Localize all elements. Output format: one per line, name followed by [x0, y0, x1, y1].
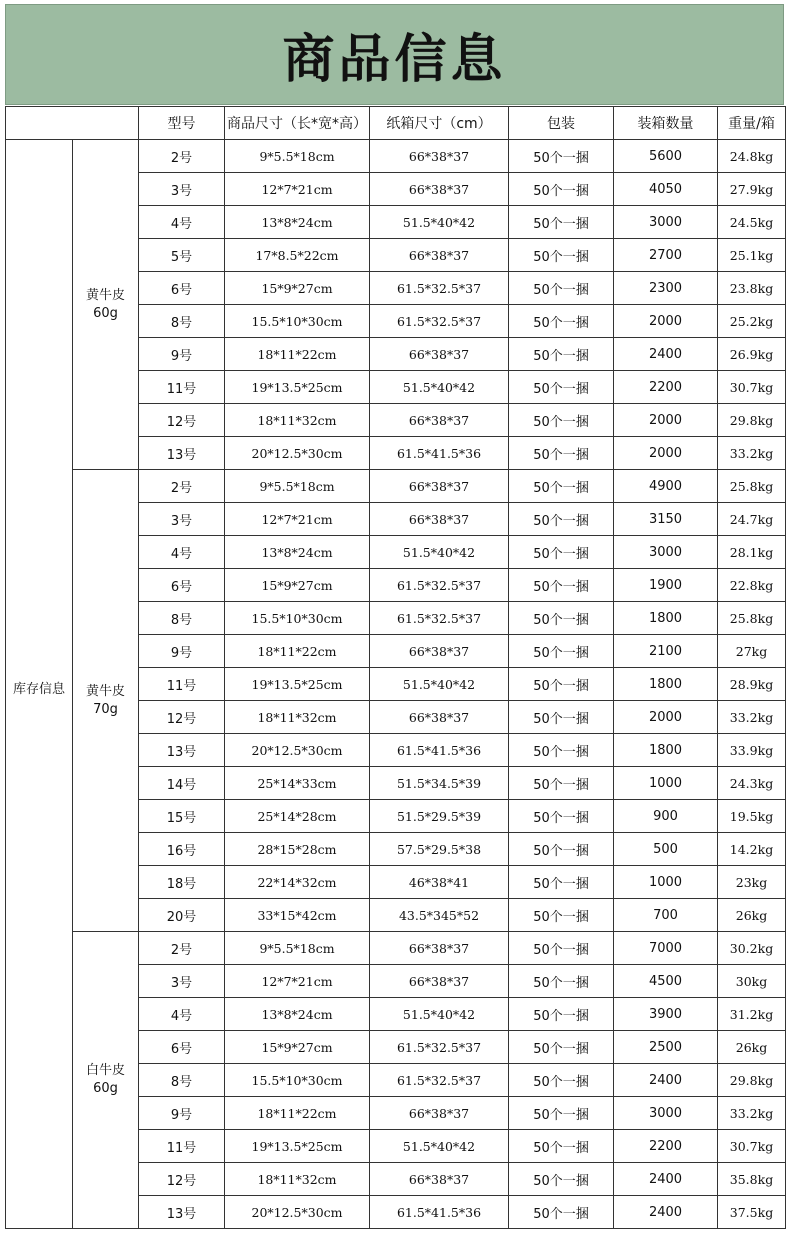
weight-cell: 25.1kg [718, 239, 786, 272]
box-quantity-cell: 1800 [614, 602, 718, 635]
box-quantity-cell: 500 [614, 833, 718, 866]
box-quantity-cell: 3000 [614, 1097, 718, 1130]
carton-size-cell: 66*38*37 [370, 965, 509, 998]
box-quantity-cell: 2400 [614, 1163, 718, 1196]
category-cell [6, 140, 73, 1229]
model-cell: 3号 [139, 173, 225, 206]
carton-size-cell: 61.5*32.5*37 [370, 1031, 509, 1064]
category-label: 库存信息 [12, 681, 65, 697]
carton-size-cell: 66*38*37 [370, 503, 509, 536]
box-quantity-cell: 2000 [614, 404, 718, 437]
carton-size-cell: 66*38*37 [370, 239, 509, 272]
header-product-size: 商品尺寸（长*宽*高） [225, 107, 370, 140]
product-size-cell: 9*5.5*18cm [225, 932, 370, 965]
product-size-cell: 20*12.5*30cm [225, 1196, 370, 1229]
weight-cell: 29.8kg [718, 404, 786, 437]
carton-size-cell: 46*38*41 [370, 866, 509, 899]
packaging-cell: 50个一捆 [509, 932, 614, 965]
box-quantity-cell: 2400 [614, 1196, 718, 1229]
box-quantity-cell: 3900 [614, 998, 718, 1031]
model-cell: 5号 [139, 239, 225, 272]
weight-cell: 26kg [718, 1031, 786, 1064]
packaging-cell: 50个一捆 [509, 404, 614, 437]
box-quantity-cell: 1000 [614, 866, 718, 899]
box-quantity-cell: 2000 [614, 437, 718, 470]
carton-size-cell: 61.5*32.5*37 [370, 1064, 509, 1097]
product-size-cell: 19*13.5*25cm [225, 1130, 370, 1163]
carton-size-cell: 51.5*40*42 [370, 668, 509, 701]
packaging-cell: 50个一捆 [509, 1130, 614, 1163]
product-size-cell: 15*9*27cm [225, 272, 370, 305]
packaging-cell: 50个一捆 [509, 437, 614, 470]
model-cell: 14号 [139, 767, 225, 800]
weight-cell: 24.3kg [718, 767, 786, 800]
weight-cell: 28.9kg [718, 668, 786, 701]
box-quantity-cell: 3150 [614, 503, 718, 536]
product-size-cell: 18*11*22cm [225, 338, 370, 371]
weight-cell: 23.8kg [718, 272, 786, 305]
carton-size-cell: 57.5*29.5*38 [370, 833, 509, 866]
packaging-cell: 50个一捆 [509, 800, 614, 833]
product-size-cell: 19*13.5*25cm [225, 668, 370, 701]
carton-size-cell: 66*38*37 [370, 338, 509, 371]
box-quantity-cell: 1800 [614, 734, 718, 767]
model-cell: 3号 [139, 503, 225, 536]
weight-cell: 30.2kg [718, 932, 786, 965]
carton-size-cell: 66*38*37 [370, 404, 509, 437]
box-quantity-cell: 1000 [614, 767, 718, 800]
product-size-cell: 22*14*32cm [225, 866, 370, 899]
title-banner [5, 4, 784, 105]
product-size-cell: 18*11*22cm [225, 1097, 370, 1130]
carton-size-cell: 66*38*37 [370, 140, 509, 173]
header-model: 型号 [139, 107, 225, 140]
model-cell: 12号 [139, 1163, 225, 1196]
model-cell: 2号 [139, 140, 225, 173]
product-size-cell: 12*7*21cm [225, 965, 370, 998]
header-packaging: 包装 [509, 107, 614, 140]
product-size-cell: 9*5.5*18cm [225, 140, 370, 173]
packaging-cell: 50个一捆 [509, 173, 614, 206]
model-cell: 18号 [139, 866, 225, 899]
weight-cell: 27.9kg [718, 173, 786, 206]
carton-size-cell: 61.5*32.5*37 [370, 305, 509, 338]
product-size-cell: 19*13.5*25cm [225, 371, 370, 404]
weight-cell: 23kg [718, 866, 786, 899]
product-size-cell: 13*8*24cm [225, 206, 370, 239]
product-table [5, 106, 786, 1229]
box-quantity-cell: 1900 [614, 569, 718, 602]
material-group-cell [73, 470, 139, 932]
product-size-cell: 18*11*32cm [225, 701, 370, 734]
packaging-cell: 50个一捆 [509, 899, 614, 932]
header-blank [6, 107, 139, 140]
model-cell: 16号 [139, 833, 225, 866]
model-cell: 4号 [139, 998, 225, 1031]
box-quantity-cell: 2400 [614, 338, 718, 371]
weight-cell: 24.8kg [718, 140, 786, 173]
packaging-cell: 50个一捆 [509, 305, 614, 338]
material-group-cell [73, 932, 139, 1229]
box-quantity-cell: 7000 [614, 932, 718, 965]
material-weight: 60g [93, 1081, 118, 1096]
weight-cell: 28.1kg [718, 536, 786, 569]
carton-size-cell: 51.5*40*42 [370, 536, 509, 569]
carton-size-cell: 66*38*37 [370, 173, 509, 206]
product-size-cell: 20*12.5*30cm [225, 437, 370, 470]
packaging-cell: 50个一捆 [509, 965, 614, 998]
packaging-cell: 50个一捆 [509, 866, 614, 899]
carton-size-cell: 51.5*40*42 [370, 206, 509, 239]
material-weight: 70g [93, 701, 118, 717]
header-carton-size: 纸箱尺寸（cm） [370, 107, 509, 140]
box-quantity-cell: 2000 [614, 305, 718, 338]
product-size-cell: 12*7*21cm [225, 173, 370, 206]
packaging-cell: 50个一捆 [509, 371, 614, 404]
model-cell: 13号 [139, 1196, 225, 1229]
header-weight-per-box: 重量/箱 [718, 107, 786, 140]
weight-cell: 22.8kg [718, 569, 786, 602]
packaging-cell: 50个一捆 [509, 635, 614, 668]
weight-cell: 26.9kg [718, 338, 786, 371]
product-size-cell: 13*8*24cm [225, 536, 370, 569]
carton-size-cell: 66*38*37 [370, 1097, 509, 1130]
model-cell: 4号 [139, 206, 225, 239]
material-weight: 60g [93, 305, 118, 321]
carton-size-cell: 51.5*40*42 [370, 371, 509, 404]
packaging-cell: 50个一捆 [509, 536, 614, 569]
weight-cell: 33.2kg [718, 1097, 786, 1130]
product-size-cell: 25*14*28cm [225, 800, 370, 833]
weight-cell: 25.8kg [718, 602, 786, 635]
box-quantity-cell: 3000 [614, 536, 718, 569]
carton-size-cell: 61.5*32.5*37 [370, 272, 509, 305]
weight-cell: 25.8kg [718, 470, 786, 503]
box-quantity-cell: 2300 [614, 272, 718, 305]
packaging-cell: 50个一捆 [509, 1031, 614, 1064]
model-cell: 15号 [139, 800, 225, 833]
product-size-cell: 18*11*22cm [225, 635, 370, 668]
product-size-cell: 15*9*27cm [225, 1031, 370, 1064]
material-group-cell [73, 140, 139, 470]
model-cell: 9号 [139, 1097, 225, 1130]
model-cell: 8号 [139, 602, 225, 635]
model-cell: 6号 [139, 1031, 225, 1064]
box-quantity-cell: 3000 [614, 206, 718, 239]
carton-size-cell: 61.5*41.5*36 [370, 1196, 509, 1229]
box-quantity-cell: 700 [614, 899, 718, 932]
box-quantity-cell: 900 [614, 800, 718, 833]
model-cell: 6号 [139, 569, 225, 602]
product-size-cell: 28*15*28cm [225, 833, 370, 866]
weight-cell: 27kg [718, 635, 786, 668]
packaging-cell: 50个一捆 [509, 1163, 614, 1196]
product-size-cell: 33*15*42cm [225, 899, 370, 932]
box-quantity-cell: 2400 [614, 1064, 718, 1097]
weight-cell: 19.5kg [718, 800, 786, 833]
model-cell: 3号 [139, 965, 225, 998]
box-quantity-cell: 2200 [614, 371, 718, 404]
carton-size-cell: 51.5*29.5*39 [370, 800, 509, 833]
table-row [6, 140, 786, 173]
carton-size-cell: 43.5*345*52 [370, 899, 509, 932]
packaging-cell: 50个一捆 [509, 602, 614, 635]
carton-size-cell: 66*38*37 [370, 701, 509, 734]
box-quantity-cell: 1800 [614, 668, 718, 701]
product-size-cell: 18*11*32cm [225, 1163, 370, 1196]
model-cell: 8号 [139, 305, 225, 338]
product-size-cell: 9*5.5*18cm [225, 470, 370, 503]
product-size-cell: 15.5*10*30cm [225, 305, 370, 338]
product-size-cell: 12*7*21cm [225, 503, 370, 536]
weight-cell: 26kg [718, 899, 786, 932]
packaging-cell: 50个一捆 [509, 1097, 614, 1130]
carton-size-cell: 61.5*32.5*37 [370, 602, 509, 635]
material-name: 白牛皮 [85, 1063, 125, 1078]
material-name: 黄牛皮 [85, 287, 125, 303]
carton-size-cell: 61.5*41.5*36 [370, 734, 509, 767]
packaging-cell: 50个一捆 [509, 1196, 614, 1229]
model-cell: 9号 [139, 635, 225, 668]
carton-size-cell: 66*38*37 [370, 470, 509, 503]
packaging-cell: 50个一捆 [509, 569, 614, 602]
packaging-cell: 50个一捆 [509, 338, 614, 371]
packaging-cell: 50个一捆 [509, 767, 614, 800]
model-cell: 12号 [139, 404, 225, 437]
box-quantity-cell: 2500 [614, 1031, 718, 1064]
packaging-cell: 50个一捆 [509, 1064, 614, 1097]
box-quantity-cell: 2000 [614, 701, 718, 734]
weight-cell: 37.5kg [718, 1196, 786, 1229]
product-size-cell: 15.5*10*30cm [225, 602, 370, 635]
model-cell: 11号 [139, 371, 225, 404]
packaging-cell: 50个一捆 [509, 701, 614, 734]
packaging-cell: 50个一捆 [509, 734, 614, 767]
page-title: 商品信息 [282, 30, 507, 90]
carton-size-cell: 51.5*34.5*39 [370, 767, 509, 800]
box-quantity-cell: 4900 [614, 470, 718, 503]
weight-cell: 33.2kg [718, 437, 786, 470]
model-cell: 2号 [139, 470, 225, 503]
box-quantity-cell: 4050 [614, 173, 718, 206]
table-row [6, 932, 786, 965]
model-cell: 4号 [139, 536, 225, 569]
model-cell: 6号 [139, 272, 225, 305]
weight-cell: 35.8kg [718, 1163, 786, 1196]
material-name: 黄牛皮 [85, 683, 125, 699]
packaging-cell: 50个一捆 [509, 998, 614, 1031]
box-quantity-cell: 2200 [614, 1130, 718, 1163]
product-size-cell: 13*8*24cm [225, 998, 370, 1031]
weight-cell: 29.8kg [718, 1064, 786, 1097]
model-cell: 20号 [139, 899, 225, 932]
product-size-cell: 20*12.5*30cm [225, 734, 370, 767]
header-box-quantity: 装箱数量 [614, 107, 718, 140]
model-cell: 13号 [139, 437, 225, 470]
packaging-cell: 50个一捆 [509, 272, 614, 305]
packaging-cell: 50个一捆 [509, 206, 614, 239]
packaging-cell: 50个一捆 [509, 668, 614, 701]
packaging-cell: 50个一捆 [509, 833, 614, 866]
weight-cell: 31.2kg [718, 998, 786, 1031]
carton-size-cell: 51.5*40*42 [370, 998, 509, 1031]
weight-cell: 14.2kg [718, 833, 786, 866]
packaging-cell: 50个一捆 [509, 140, 614, 173]
weight-cell: 30.7kg [718, 371, 786, 404]
box-quantity-cell: 5600 [614, 140, 718, 173]
model-cell: 2号 [139, 932, 225, 965]
model-cell: 9号 [139, 338, 225, 371]
model-cell: 13号 [139, 734, 225, 767]
carton-size-cell: 66*38*37 [370, 635, 509, 668]
weight-cell: 33.9kg [718, 734, 786, 767]
model-cell: 8号 [139, 1064, 225, 1097]
carton-size-cell: 61.5*32.5*37 [370, 569, 509, 602]
product-size-cell: 15.5*10*30cm [225, 1064, 370, 1097]
product-size-cell: 18*11*32cm [225, 404, 370, 437]
carton-size-cell: 51.5*40*42 [370, 1130, 509, 1163]
carton-size-cell: 66*38*37 [370, 1163, 509, 1196]
packaging-cell: 50个一捆 [509, 503, 614, 536]
box-quantity-cell: 2100 [614, 635, 718, 668]
product-size-cell: 25*14*33cm [225, 767, 370, 800]
model-cell: 12号 [139, 701, 225, 734]
model-cell: 11号 [139, 668, 225, 701]
product-size-cell: 17*8.5*22cm [225, 239, 370, 272]
weight-cell: 30kg [718, 965, 786, 998]
packaging-cell: 50个一捆 [509, 239, 614, 272]
header-row [6, 107, 786, 140]
box-quantity-cell: 2700 [614, 239, 718, 272]
box-quantity-cell: 4500 [614, 965, 718, 998]
packaging-cell: 50个一捆 [509, 470, 614, 503]
table-row [6, 470, 786, 503]
weight-cell: 33.2kg [718, 701, 786, 734]
carton-size-cell: 66*38*37 [370, 932, 509, 965]
model-cell: 11号 [139, 1130, 225, 1163]
carton-size-cell: 61.5*41.5*36 [370, 437, 509, 470]
weight-cell: 30.7kg [718, 1130, 786, 1163]
product-size-cell: 15*9*27cm [225, 569, 370, 602]
weight-cell: 25.2kg [718, 305, 786, 338]
weight-cell: 24.7kg [718, 503, 786, 536]
weight-cell: 24.5kg [718, 206, 786, 239]
